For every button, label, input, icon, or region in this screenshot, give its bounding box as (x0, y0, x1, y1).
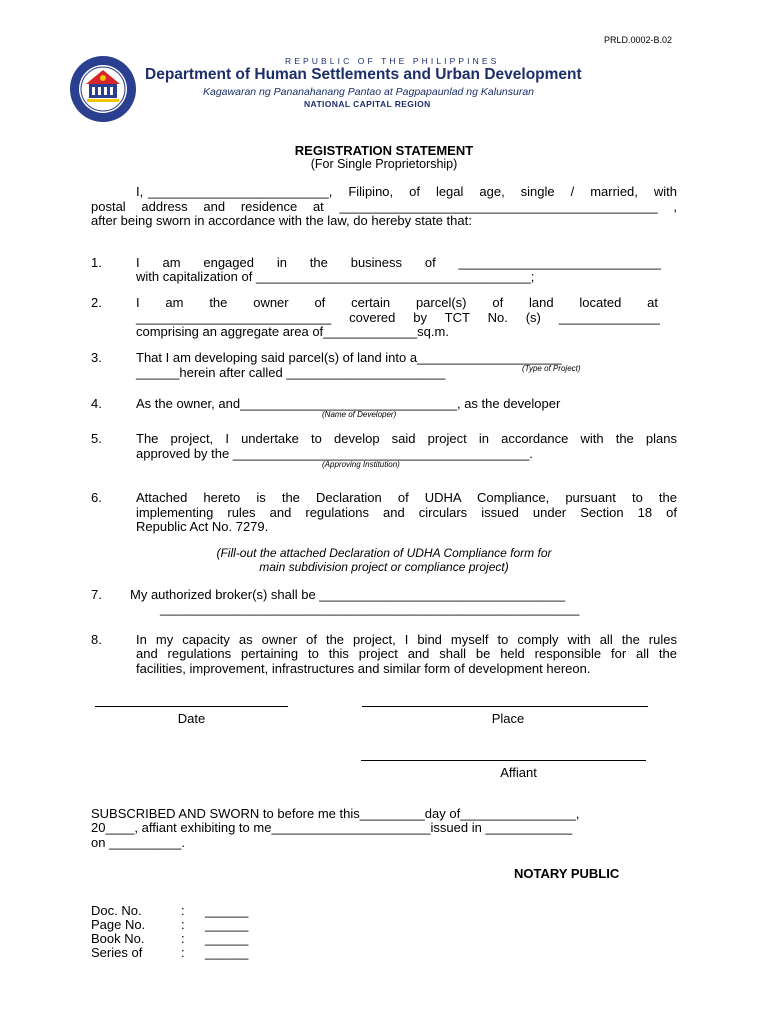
jurat-line-1: SUBSCRIBED AND SWORN to before me this_________day of________________, (91, 806, 580, 821)
item-7-number: 7. (91, 587, 102, 602)
item-4-line-1: As the owner, and______________________________, as the developer (136, 396, 561, 411)
affiant-signature-line (361, 760, 646, 761)
item-5-line-2: approved by the _________________________________________. (136, 446, 533, 461)
item-8-number: 8. (91, 632, 102, 647)
department-tagline: Kagawaran ng Pananahanang Pantao at Pagpapaunlad ng Kalunsuran (203, 86, 535, 98)
series-of-blank: ______ (205, 945, 249, 960)
place-signature-line (362, 706, 648, 707)
page-no-label: Page No. (91, 917, 146, 932)
series-of-label: Series of (91, 945, 143, 960)
jurat-line-3: on __________. (91, 835, 185, 850)
item-6-number: 6. (91, 490, 102, 505)
approving-institution-note: (Approving Institution) (322, 460, 400, 469)
item-2-line-3: comprising an aggregate area of_____________sq.m. (136, 324, 449, 339)
jurat-line-2: 20____, affiant exhibiting to me______________________issued in ____________ (91, 820, 573, 835)
item-6-line-2: implementing rules and regulations and circulars issued under Section 18 of (136, 505, 677, 520)
item-8-line-2: and regulations pertaining to this project and shall be held responsible for all the (136, 646, 677, 661)
document-title: REGISTRATION STATEMENT (294, 143, 474, 158)
item-3-line-2: ______herein after called ______________________ (136, 365, 446, 380)
item-1-line-1: I am engaged in the business of ____________________________ (136, 255, 661, 270)
item-7-line-2: __________________________________________________________ (160, 601, 580, 616)
place-label: Place (491, 711, 525, 726)
item-4-number: 4. (91, 396, 102, 411)
item-3-number: 3. (91, 350, 102, 365)
fillout-note-line-2: main subdivision project or compliance project) (259, 560, 509, 574)
document-subtitle: (For Single Proprietorship) (310, 157, 458, 171)
doc-no-label: Doc. No. (91, 903, 142, 918)
item-2-line-2: ___________________________ covered by TCT No. (s) ______________ (136, 310, 660, 325)
doc-no-blank: ______ (205, 903, 249, 918)
intro-line-1: _________________________, Filipino, of legal age, single / married, with (148, 184, 677, 199)
item-1-number: 1. (91, 255, 102, 270)
fillout-note-line-1: (Fill-out the attached Declaration of UDHA Compliance form for (216, 546, 552, 560)
item-6-line-1: Attached hereto is the Declaration of UDHA Compliance, pursuant to the (136, 490, 677, 505)
item-5-line-1: The project, I undertake to develop said project in accordance with the plans (136, 431, 677, 446)
page-no-blank: ______ (205, 917, 249, 932)
date-label: Date (177, 711, 206, 726)
page-no-separator: : (181, 917, 185, 932)
region-label: NATIONAL CAPITAL REGION (304, 99, 431, 109)
department-name: Department of Human Settlements and Urban Development (145, 66, 582, 83)
intro-i: I, (136, 184, 144, 199)
item-1-line-2: with capitalization of ______________________________________; (136, 269, 535, 284)
intro-line-2: postal address and residence at ____________________________________________ , (91, 199, 677, 214)
item-2-number: 2. (91, 295, 102, 310)
item-8-line-1: In my capacity as owner of the project, I bind myself to comply with all the rules (136, 632, 677, 647)
item-5-number: 5. (91, 431, 102, 446)
book-no-separator: : (181, 931, 185, 946)
series-of-separator: : (181, 945, 185, 960)
name-of-developer-note: (Name of Developer) (322, 410, 397, 419)
type-of-project-note: (Type of Project) (522, 364, 581, 373)
item-3-line-1: That I am developing said parcel(s) of land into a____________________ (136, 350, 562, 365)
date-signature-line (95, 706, 288, 707)
book-no-label: Book No. (91, 931, 145, 946)
doc-no-separator: : (181, 903, 185, 918)
form-code: PRLD.0002-B.02 (604, 35, 673, 45)
intro-line-3: after being sworn in accordance with the law, do hereby state that: (91, 213, 472, 228)
affiant-label: Affiant (500, 765, 537, 780)
republic-label: REPUBLIC OF THE PHILIPPINES (285, 56, 500, 66)
notary-public-label: NOTARY PUBLIC (514, 866, 620, 881)
dhsud-seal-logo (68, 54, 138, 124)
item-7-line-1: My authorized broker(s) shall be __________________________________ (130, 587, 566, 602)
book-no-blank: ______ (205, 931, 249, 946)
item-2-line-1: I am the owner of certain parcel(s) of land located at (136, 295, 658, 310)
item-8-line-3: facilities, improvement, infrastructures and similar form of development hereon. (136, 661, 591, 676)
item-6-line-3: Republic Act No. 7279. (136, 519, 269, 534)
